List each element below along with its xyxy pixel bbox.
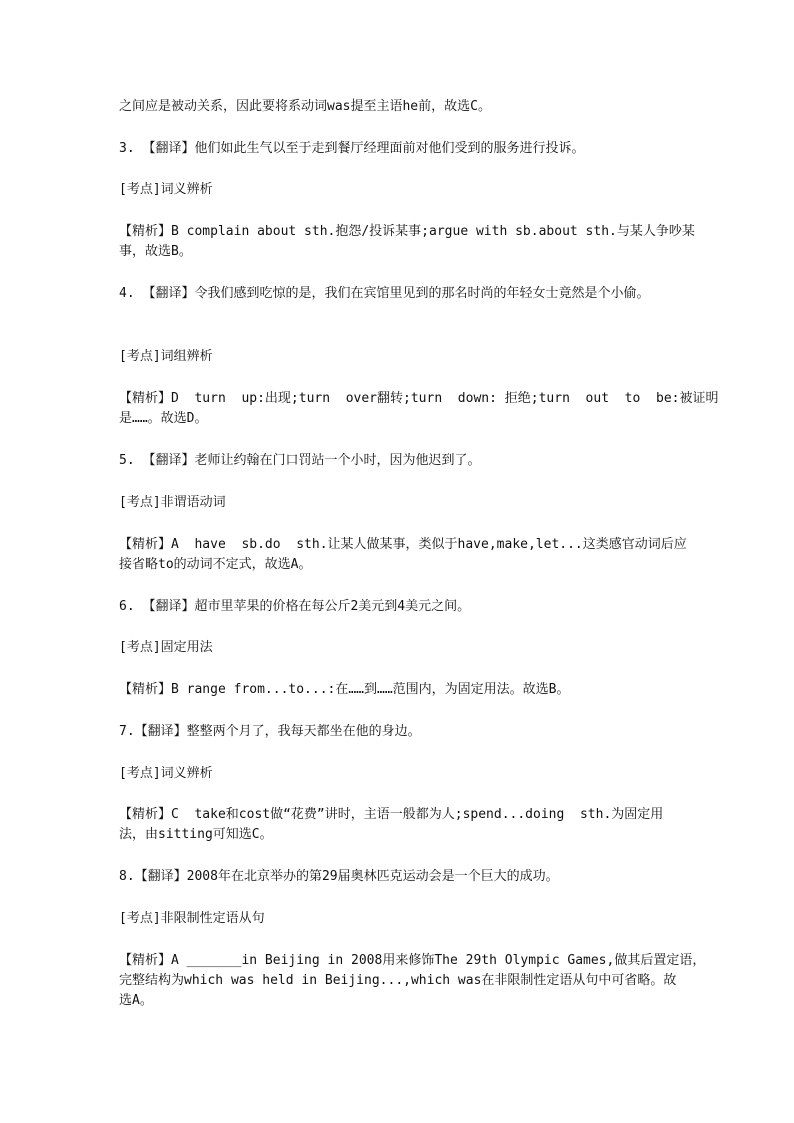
item-6-key-point: [考点]固定用法 bbox=[119, 640, 213, 655]
item-7-analysis: 【精析】C take和cost做“花费”讲时，主语一般都为人;spend...doing sth.为固定用 bbox=[119, 807, 664, 822]
item-8-analysis-end: 选A。 bbox=[119, 993, 153, 1008]
item-3-analysis-cont: 事，故选B。 bbox=[119, 244, 192, 259]
item-6-translation: 6. 【翻译】超市里苹果的价格在每公斤2美元到4美元之间。 bbox=[119, 599, 471, 614]
item-4-analysis: 【精析】D turn up:出现;turn over翻转;turn down: 拒绝;turn out to be:被证明 bbox=[119, 391, 719, 406]
item-4-analysis-cont: 是……。故选D。 bbox=[119, 411, 208, 426]
item-5-analysis: 【精析】A have sb.do sth.让某人做某事，类似于have,make,let...这类感官动词后应 bbox=[119, 537, 687, 552]
item-7-analysis-cont: 法，由sitting可知选C。 bbox=[119, 827, 273, 842]
item-5-analysis-cont: 接省略to的动词不定式，故选A。 bbox=[119, 557, 312, 572]
item-5-translation: 5. 【翻译】老师让约翰在门口罚站一个小时，因为他迟到了。 bbox=[119, 453, 481, 468]
item-8-key-point: [考点]非限制性定语从句 bbox=[119, 911, 265, 926]
text-line: 之间应是被动关系，因此要将系动词was提至主语he前，故选C。 bbox=[119, 99, 491, 114]
item-7-key-point: [考点]词义辨析 bbox=[119, 766, 213, 781]
item-7-translation: 7.【翻译】整整两个月了，我每天都坐在他的身边。 bbox=[119, 724, 421, 739]
item-3-analysis: 【精析】B complain about sth.抱怨/投诉某事;argue with sb.about sth.与某人争吵某 bbox=[119, 224, 695, 239]
item-8-analysis: 【精析】A _______in Beijing in 2008用来修饰The 29th Olympic Games,做其后置定语， bbox=[119, 953, 706, 968]
item-8-analysis-cont: 完整结构为which was held in Beijing...,which was在非限制性定语从句中可省略。故 bbox=[119, 973, 677, 988]
item-5-key-point: [考点]非谓语动词 bbox=[119, 495, 226, 510]
item-4-key-point: [考点]词组辨析 bbox=[119, 349, 213, 364]
item-3-key-point: [考点]词义辨析 bbox=[119, 182, 213, 197]
item-6-analysis: 【精析】B range from...to...:在……到……范围内，为固定用法。故选B。 bbox=[119, 682, 570, 697]
item-8-translation: 8.【翻译】2008年在北京举办的第29届奥林匹克运动会是一个巨大的成功。 bbox=[119, 869, 559, 884]
item-4-translation: 4. 【翻译】令我们感到吃惊的是，我们在宾馆里见到的那名时尚的年轻女士竟然是个小偷。 bbox=[119, 286, 650, 301]
item-3-translation: 3. 【翻译】他们如此生气以至于走到餐厅经理面前对他们受到的服务进行投诉。 bbox=[119, 141, 585, 156]
